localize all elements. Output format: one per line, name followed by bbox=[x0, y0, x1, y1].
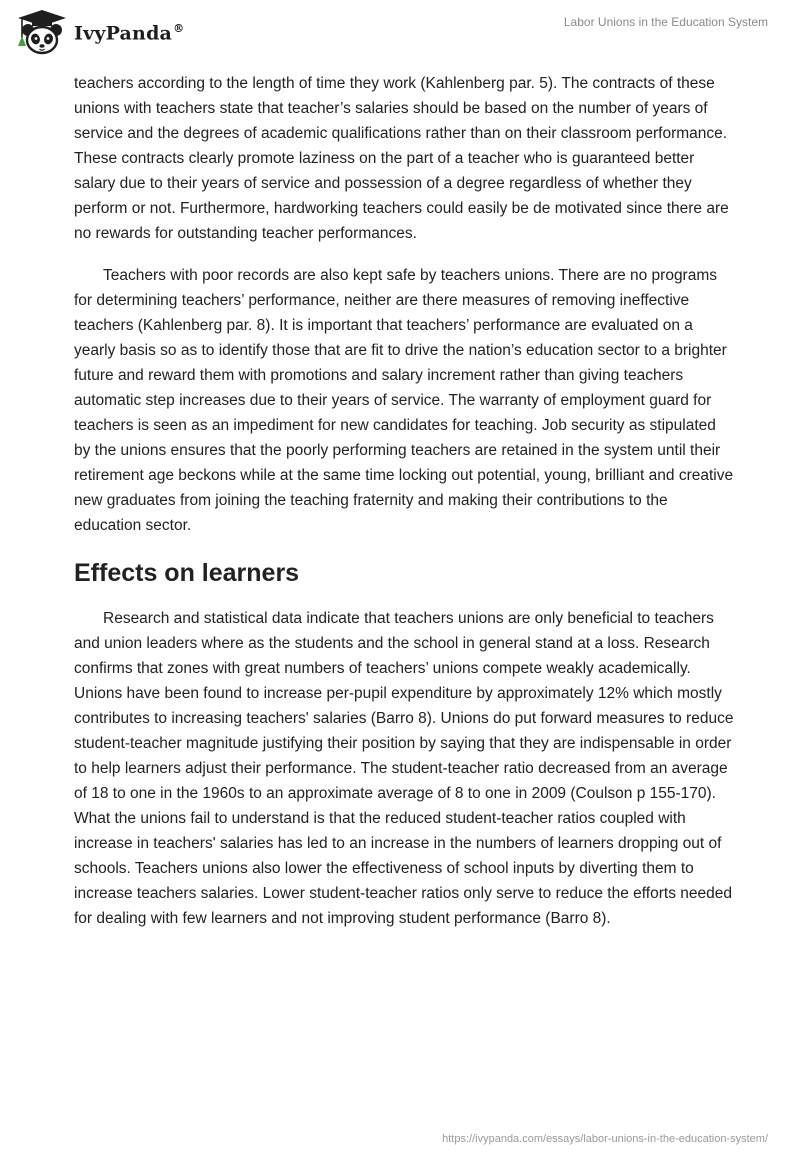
registered-mark: ® bbox=[173, 21, 185, 35]
footer-url-link[interactable]: https://ivypanda.com/essays/labor-unions-in-the-education-system/ bbox=[442, 1133, 768, 1145]
ivypanda-logo[interactable] bbox=[14, 8, 184, 58]
logo-text: IvyPanda bbox=[74, 22, 173, 45]
essay-paragraph-3: Research and statistical data indicate that teachers unions are only beneficial to teachers and union leaders where as the students and the school in general stand at a loss. Research confirms that zones with great numbers of teachers’ unions compete weakly academically. Unions have been found to increase per-pupil expenditure by approximately 12% which mostly contributes to increasing teachers' salaries (Barro 8). Unions do put forward measures to reduce student-teacher magnitude justifying their position by saying that they are indispensable in order to help learners adjust their performance. The student-teacher ratio decreased from an average of 18 to one in the 1960s to an approximate average of 8 to one in 2009 (Coulson p 155-170). What the unions fail to understand is that the reduced student-teacher ratios coupled with increase in teachers' salaries has led to an increase in the numbers of learners dropping out of schools. Teachers unions also lower the effectiveness of school inputs by diverting them to increase teachers salaries. Lower student-teacher ratios only serve to reduce the efforts needed for dealing with few learners and not improving student performance (Barro 8). bbox=[74, 610, 734, 927]
essay-paragraph-2: Teachers with poor records are also kept safe by teachers unions. There are no programs for determining teachers’ performance, neither are there measures of removing ineffective teachers (Kahlenberg par. 8). It is important that teachers’ performance are evaluated on a yearly basis so as to identify those that are fit to drive the nation’s education sector to a brighter future and reward them with promotions and salary increment rather than giving teachers automatic step increases due to their years of service. The warranty of employment guard for teachers is seen as an impediment for new candidates for teaching. Job security as stipulated by the unions ensures that the poorly performing teachers are retained in the system until their retirement age beckons while at the same time locking out potential, young, brilliant and creative new graduates from joining the teaching fraternity and making their contributions to the education sector. bbox=[74, 267, 734, 534]
document-title: Labor Unions in the Education System bbox=[563, 15, 768, 29]
panda-logo-icon bbox=[14, 8, 70, 58]
page-header bbox=[0, 0, 800, 64]
essay-paragraph-1: teachers according to the length of time they work (Kahlenberg par. 5). The contracts of these unions with teachers state that teacher’s salaries should be based on the number of years of service and the degrees of academic qualifications rather than on their classroom performance. These contracts clearly promote laziness on the part of a teacher who is guaranteed better salary due to their years of service and possession of a degree regardless of whether they perform or not. Furthermore, hardworking teachers could easily be de motivated since there are no rewards for outstanding teacher performances. bbox=[74, 75, 729, 242]
logo-wordmark bbox=[74, 22, 184, 44]
essay-content bbox=[74, 71, 734, 931]
section-heading: Effects on learners bbox=[74, 559, 300, 587]
